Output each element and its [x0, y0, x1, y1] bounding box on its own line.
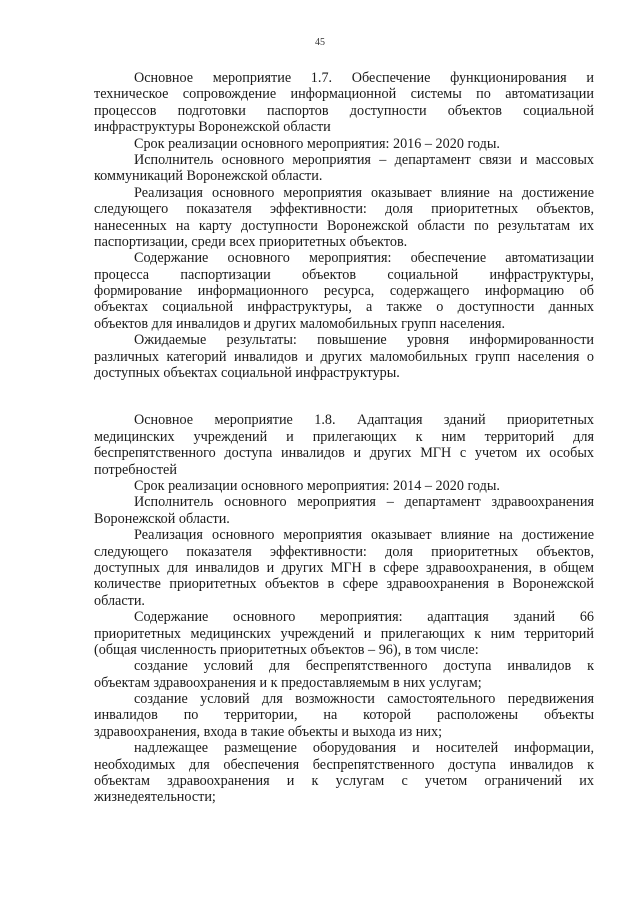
text-line: доступных объектах социальной инфраструктуры.	[94, 365, 400, 382]
text-line: объектах социальной инфраструктуры, а также о доступности данных	[94, 299, 594, 316]
text-line: Реализация основного мероприятия оказывает влияние на достижение	[134, 184, 594, 201]
word: подготовки	[177, 102, 246, 119]
word: ним	[441, 428, 466, 445]
word: и	[586, 70, 594, 86]
word: Основное	[134, 70, 194, 86]
text-line: объектов для инвалидов и других маломобильных групп населения.	[94, 315, 506, 332]
section-1-7-content	[94, 250, 594, 332]
word: процессов	[94, 102, 157, 119]
text-line: паспортизации, среди всех приоритетных объектов.	[94, 233, 408, 250]
page-number: 45	[315, 37, 325, 48]
text-line: здравоохранения, входа в такие объекты и выхода из них;	[94, 723, 443, 740]
section-gap	[94, 381, 594, 412]
word: социальной	[523, 102, 594, 119]
section-1-7-executor	[94, 152, 594, 185]
word: инвалидов	[94, 707, 158, 724]
word: инфраструктуры,	[489, 266, 594, 283]
word: зданий	[513, 609, 556, 626]
text-line: количестве приоритетных объектов в сфере здравоохранения в Воронежской	[94, 576, 594, 593]
word: к	[415, 428, 423, 445]
text-line: объектам здравоохранения и к предоставляемым в них услугам;	[94, 674, 482, 691]
text-line: Реализация основного мероприятия оказывает влияние на достижение	[134, 527, 594, 544]
text-line: формирование информационного ресурса, содержащего информацию об	[94, 283, 594, 300]
word: мероприятия:	[320, 609, 403, 626]
word: учреждений	[193, 428, 268, 445]
word: информационной	[290, 86, 397, 103]
text-line: коммуникаций Воронежской области.	[94, 168, 323, 185]
text-line: следующего показателя эффективности: доля приоритетных объектов,	[94, 201, 594, 218]
section-1-8-impact	[94, 527, 594, 609]
text-line: надлежащее размещение оборудования и носителей информации,	[134, 740, 594, 757]
text-line: инфраструктуры Воронежской области	[94, 119, 331, 136]
word: доступности	[349, 102, 427, 119]
word: мероприятие	[212, 70, 292, 86]
section-1-7-impact	[94, 185, 594, 251]
text-line: нанесенных на карту доступности Воронежской области по результатам их	[94, 217, 594, 234]
word: прилегающих	[312, 428, 397, 445]
text-line: Содержание основного мероприятия: обеспечение автоматизации	[134, 250, 594, 267]
word: территории,	[224, 707, 298, 724]
word: основного	[233, 609, 296, 626]
word: 1.7.	[310, 70, 333, 86]
word: по	[476, 86, 491, 103]
text-line	[94, 609, 594, 625]
word: которой	[363, 707, 412, 724]
text-line	[94, 412, 594, 428]
text-line: потребностей	[94, 461, 177, 478]
word: Основное	[134, 412, 194, 429]
word: приоритетных	[506, 412, 594, 429]
word: объекты	[543, 707, 594, 724]
text-line	[94, 707, 594, 723]
word: на	[323, 707, 338, 724]
text-line	[94, 103, 594, 119]
word: функционирования	[450, 70, 567, 86]
word: системы	[410, 86, 462, 103]
word: процесса	[94, 266, 150, 283]
section-1-7-results	[94, 332, 594, 381]
word: и	[286, 428, 294, 445]
section-1-8-term: Срок реализации основного мероприятия: 2014 – 2020 годы.	[134, 477, 500, 494]
text-line: доступных для инвалидов и других МГН в сфере здравоохранения, в общем	[94, 559, 594, 576]
text-line	[94, 70, 594, 86]
text-line: следующего показателя эффективности: доля приоритетных объектов,	[94, 543, 594, 560]
word: для	[573, 428, 594, 445]
word: социальной	[387, 266, 459, 283]
word: паспортов	[267, 102, 329, 119]
word: адаптация	[427, 609, 489, 626]
word: Адаптация	[356, 412, 423, 429]
section-1-8-executor	[94, 494, 594, 527]
text-line: объектам здравоохранения и к услугам с учетом ограничений их	[94, 773, 594, 790]
word: объектов	[301, 266, 357, 283]
section-1-8-item-2	[94, 691, 594, 740]
text-line: (общая численность приоритетных объектов – 96), в том числе:	[94, 641, 479, 658]
section-1-7-term: Срок реализации основного мероприятия: 2016 – 2020 годы.	[134, 135, 500, 152]
text-line	[94, 86, 594, 102]
text-line: области.	[94, 592, 145, 609]
text-line: Ожидаемые результаты: повышение уровня информированности	[134, 332, 594, 349]
section-1-8-title	[94, 412, 594, 478]
word: 1.8.	[314, 412, 336, 429]
word: техническое	[94, 86, 169, 103]
word: Содержание	[134, 609, 209, 626]
word: объектов	[447, 102, 502, 119]
text-line: жизнедеятельности;	[94, 789, 216, 806]
word: паспортизации	[180, 266, 271, 283]
word: по	[183, 707, 199, 724]
text-line: Воронежской области.	[94, 510, 230, 527]
word: 66	[579, 609, 594, 626]
text-line: необходимых для обеспечения беспрепятственного доступа инвалидов к	[94, 756, 594, 773]
document-body	[94, 70, 594, 806]
text-line: приоритетных медицинских учреждений и прилегающих к ним территорий	[94, 625, 594, 642]
section-1-8-content	[94, 609, 594, 658]
word: медицинских	[94, 428, 175, 445]
section-1-7-title	[94, 70, 594, 136]
text-line: Исполнитель основного мероприятия – департамент здравоохранения	[134, 494, 594, 511]
word: Обеспечение	[351, 70, 431, 86]
text-line: Исполнитель основного мероприятия – департамент связи и массовых	[134, 151, 594, 168]
text-line: создание условий для возможности самостоятельного передвижения	[134, 691, 594, 708]
text-line	[94, 429, 594, 445]
word: зданий	[443, 412, 486, 429]
word: мероприятие	[214, 412, 293, 429]
text-line: создание условий для беспрепятственного доступа инвалидов к	[134, 658, 594, 675]
section-1-8-item-1	[94, 658, 594, 691]
word: автоматизации	[505, 86, 594, 103]
text-line: беспрепятственного доступа инвалидов и других МГН с учетом их особых	[94, 445, 594, 462]
text-line	[94, 267, 594, 283]
word: сопровождение	[182, 86, 277, 103]
word: территорий	[484, 428, 555, 445]
text-line: различных категорий инвалидов и других маломобильных групп населения о	[94, 348, 594, 365]
word: расположены	[437, 707, 519, 724]
section-1-8-item-3	[94, 740, 594, 806]
